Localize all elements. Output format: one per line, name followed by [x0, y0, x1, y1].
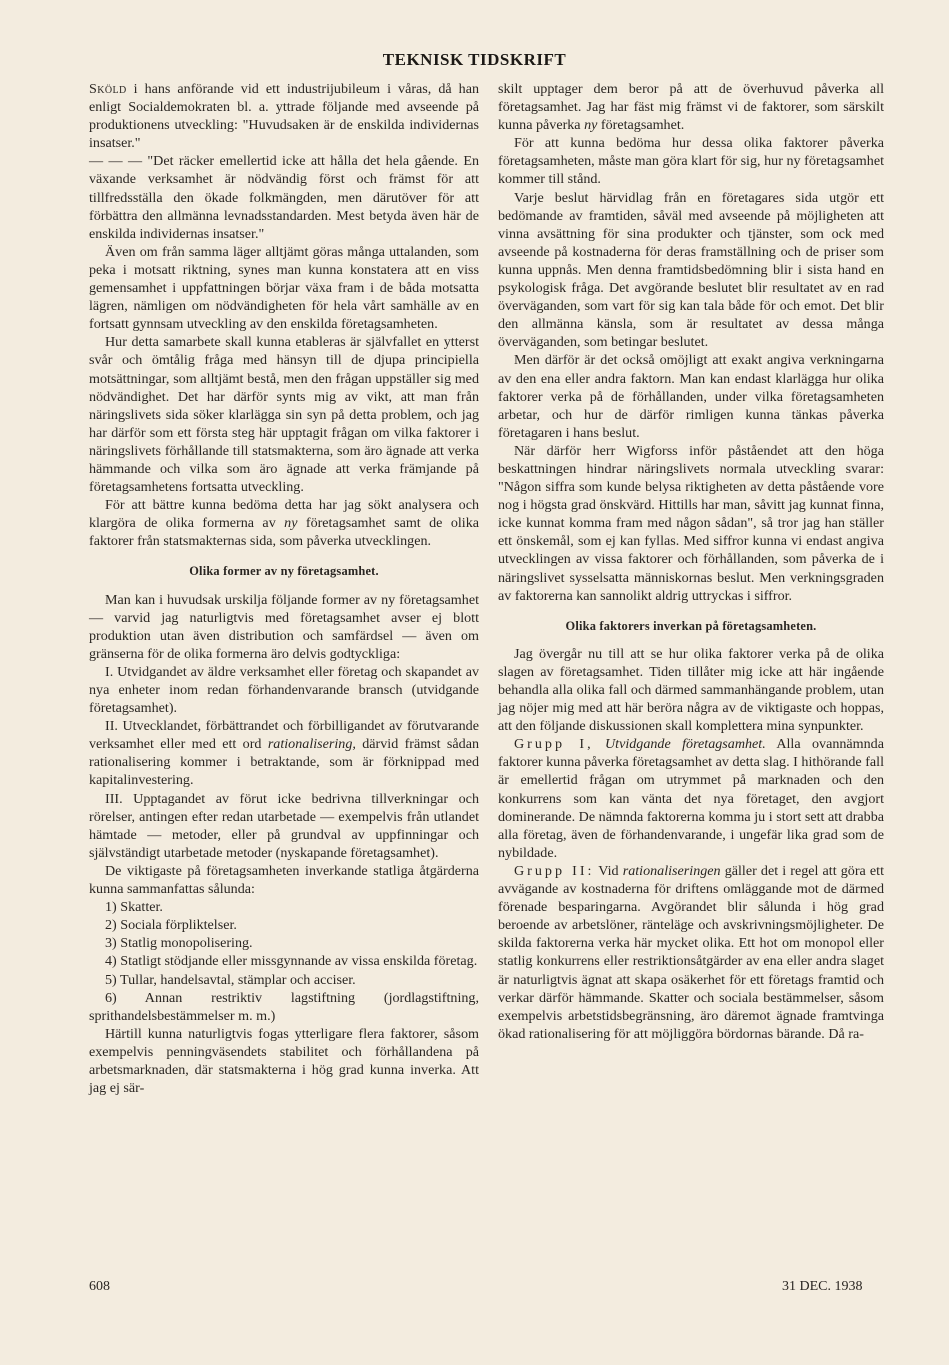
paragraph-text: i hans anförande vid ett industrijubileum i våras, då han enligt Socialdemokraten bl. a. yttrade följande med avseende på produktionens utveckling: "Huvudsaken är de enskilda individernas insatser.": [89, 81, 479, 152]
paragraph-text: II. Utvecklandet, förbättrandet och förbilligandet av förutvarande verksamhet eller med ett ord: [89, 718, 479, 753]
paragraph: III. Upptagandet av förut icke bedrivna tillverkningar och rörelser, antingen efter redan utarbetade — exempelvis från utlandet hämtade — metoder, eller på grundval av uppfinningar och självständigt utarbetade metoder (nyskapande företagsamhet).: [89, 790, 479, 861]
paragraph: Härtill kunna naturligtvis fogas ytterligare flera faktorer, såsom exempelvis penningväsendets stabilitet och förhållandena på arbetsmarknaden, där statsmakterna i hög grad kunna inverka. Att jag ej sär-: [89, 1025, 479, 1097]
date-day: 31: [782, 1279, 796, 1294]
paragraph: När därför herr Wigforss inför påståendet att den höga beskattningen hindrar näringslivets normala utveckling svarar: "Någon siffra som kunde belysa riktigheten av detta påstående vore nog i högsta grad önskvärd. Hittills har man, såvitt jag kunnat finna, icke kunnat komma fram med någon sådan", så tror jag han ställer ett önskemål, som ej kan fyllas. Med siffror kunna vi endast angiva utvecklingen av vissa faktorer och förhållanden, som påverka de i näringslivet sysselsatta människornas beslut. Men verkningsgraden av faktorerna kan sannolikt aldrig uttryckas i siffror.: [498, 442, 884, 604]
left-column: [89, 80, 479, 1097]
paragraph-text: därvid främst sådan rationalisering kommer i betraktande, som är förknippad med kapitalinvestering.: [89, 736, 480, 789]
paragraph: Hur detta samarbete skall kunna etableras är självfallet en ytterst svår och ömtålig fråga med hänsyn till de djupa principiella motsättningar, som alltjämt bestå, men den frågan uppställer sig med nödvändighet. Det har därför synts mig av vikt, att man från näringslivets sida söker klarlägga sin syn på detta problem, och jag har därför som ett första steg här upptagit frågan om vilka faktorer i näringslivets förhållande till statsmakterna, som äro ägnade att verka hämmande och vilka som äro ägnade att verka främjande på företagsamhetens fortsatta utveckling.: [89, 334, 479, 496]
section-heading: Olika faktorers inverkan på företagsamheten.: [565, 618, 817, 633]
paragraph: [498, 80, 884, 134]
author-name: Sköld: [89, 81, 127, 97]
paragraph: Även om från samma läger alltjämt göras många uttalanden, som peka i motsatt riktning, synes man kunna konstatera att en viss gemensamhet i uppfattningen börjar växa fram i de båda motsatta lägren, nämligen om nödvändigheten för hela vårt samhälle av en fortsatt gynnsam utveckling av den enskilda företagsamheten.: [89, 243, 479, 333]
paragraph: I. Utvidgandet av äldre verksamhet eller företag och skapandet av nya enheter inom redan förhandenvarande bransch (utvidgande företagsamhet).: [89, 663, 479, 717]
paragraph-text: Alla ovannämnda faktorer kunna påverka företagsamhet av detta slag. I hithörande fall är emellertid frågan om utrymmet på marknaden och den konkurrens som kan vänta det nya företaget, den avgjort dominerande. De nämnda faktorerna komma ju i stort sett att drabba alla företag, även de förhandenvarande, i ungefär lika grad som de nybildade.: [498, 736, 884, 861]
paragraph: [498, 862, 884, 1043]
list-item: 2) Sociala förpliktelser.: [105, 917, 237, 934]
paragraph: Man kan i huvudsak urskilja följande former av ny företagsamhet — varvid jag naturligtvis med företagsamhet avser ej blott produktion utan även distribution och samfärdsel — även om gränserna för de olika formerna äro delvis godtyckliga:: [89, 591, 479, 662]
paragraph: [89, 717, 479, 789]
group-label: Grupp I,: [514, 736, 594, 753]
right-column: [498, 80, 884, 1043]
date-year: 1938: [834, 1279, 863, 1294]
paragraph: De viktigaste på företagsamheten inverkande statliga åtgärderna kunna sammanfattas sålunda:: [89, 862, 479, 898]
group-label: Grupp II:: [514, 862, 595, 879]
emphasis: ny: [584, 117, 598, 134]
paragraph-text: Vid: [594, 862, 623, 879]
emphasis: ny: [284, 515, 298, 532]
masthead: TEKNISK TIDSKRIFT: [382, 50, 567, 69]
emphasis: rationalisering,: [267, 736, 356, 753]
paragraph: Jag övergår nu till att se hur olika faktorer verka på de olika slagen av företagsamhet. Tiden tillåter mig icke att här ingående behandla alla olika fall och därmed sammanhängande problem, utan jag nöjer mig med att här beröra några av de viktigaste och hoppas, att den följande diskussionen skall komplettera mina synpunkter.: [498, 645, 884, 735]
section-heading: Olika former av ny företagsamhet.: [189, 564, 379, 579]
paragraph-text: skilt upptager dem beror på att de överhuvud påverka all företagsamhet. Jag har fäst mig främst vi de faktorer, som särskilt kunna påverka: [498, 81, 884, 134]
paragraph: — — — "Det räcker emellertid icke att hålla det hela gående. En växande verksamhet är nödvändig först och främst för att tillfredsställa den ökade folkmängden, men därutöver för att förbättra den allmänna levnadsstandarden. Mest betyda även här de enskilda individernas insatser.": [89, 153, 479, 242]
paragraph: Men därför är det också omöjligt att exakt angiva verkningarna av den ena eller andra faktorn. Man kan endast klarlägga hur olika faktorer verka på de förhållanden, under vilka företagsamheten arbetar, och hur de därför rimligen kunna tänkas påverka företagaren i hans beslut.: [498, 352, 884, 441]
paragraph: [89, 80, 479, 152]
paragraph-text: företagsamhet.: [597, 117, 685, 134]
paragraph: [498, 735, 884, 862]
list-item: 3) Statlig monopolisering.: [105, 935, 253, 952]
emphasis: Utvidgande företagsamhet.: [604, 736, 766, 753]
list-item: 4) Statligt stödjande eller missgynnande av vissa enskilda företag.: [105, 953, 478, 970]
emphasis: rationaliseringen: [622, 862, 721, 879]
paragraph-text: gäller det i regel att göra ett avvägande av kostnaderna för driftens omläggande mot de därmed förenade besparingarna. Avgörandet blir sålunda i hög grad beroende av arbetslöner, ränteläge och avskrivningsmöjligheter. De skilda faktorerna verka här mycket olika. Ett hot om monopol eller statlig konkurrens eller restriktionsåtgärder av ena eller andra slaget är naturligtvis ägnat att skapa osäkerhet för ett företags framtid och verkar därför hämmande. Skatter och sociala bestämmelser, såsom exempelvis arbetstidsbegränsning, äro däremot ägnade framtvinga ökad rationalisering för att möjliggöra bördornas bärande. Då ra-: [498, 862, 885, 1042]
paragraph: För att kunna bedöma hur dessa olika faktorer påverka företagsamheten, måste man göra klart för sig, hur ny företagsamhet kommer till stånd.: [498, 135, 884, 188]
page-number: 608: [89, 1279, 110, 1294]
list-item: 1) Skatter.: [105, 899, 163, 916]
list-item: 5) Tullar, handelsavtal, stämplar och acciser.: [105, 971, 356, 988]
date-month: DEC.: [799, 1279, 831, 1294]
list-item: 6) Annan restriktiv lagstiftning (jordlagstiftning, sprithandelsbestämmelser m. m.): [89, 989, 479, 1024]
paragraph: [89, 496, 479, 550]
issue-date: [782, 1279, 863, 1295]
paragraph-text: företagsamhet samt de olika faktorer från statsmakternas sida, som påverka utvecklingen.: [89, 515, 480, 550]
paragraph-text: För att bättre kunna bedöma detta har jag sökt analysera och klargöra de olika formerna av: [89, 497, 479, 532]
paragraph: Varje beslut härvidlag från en företagares sida utgör ett bedömande av framtiden, såväl med avseende på möjligheten att vinna avsättning för sina produkter och tjänster, som ock med avseende på kostnaderna för deras framställning och de priser som kunna uppnås. Men denna framtidsbedömning blir i sista hand en psykologisk fråga. Det avgörande beslutet blir resultatet av en rad överväganden, som vart för sig kan tala både för och emot. Det blir den allmänna känsla, som är resultatet av dessa många överväganden, som betingar beslutet.: [498, 189, 884, 351]
